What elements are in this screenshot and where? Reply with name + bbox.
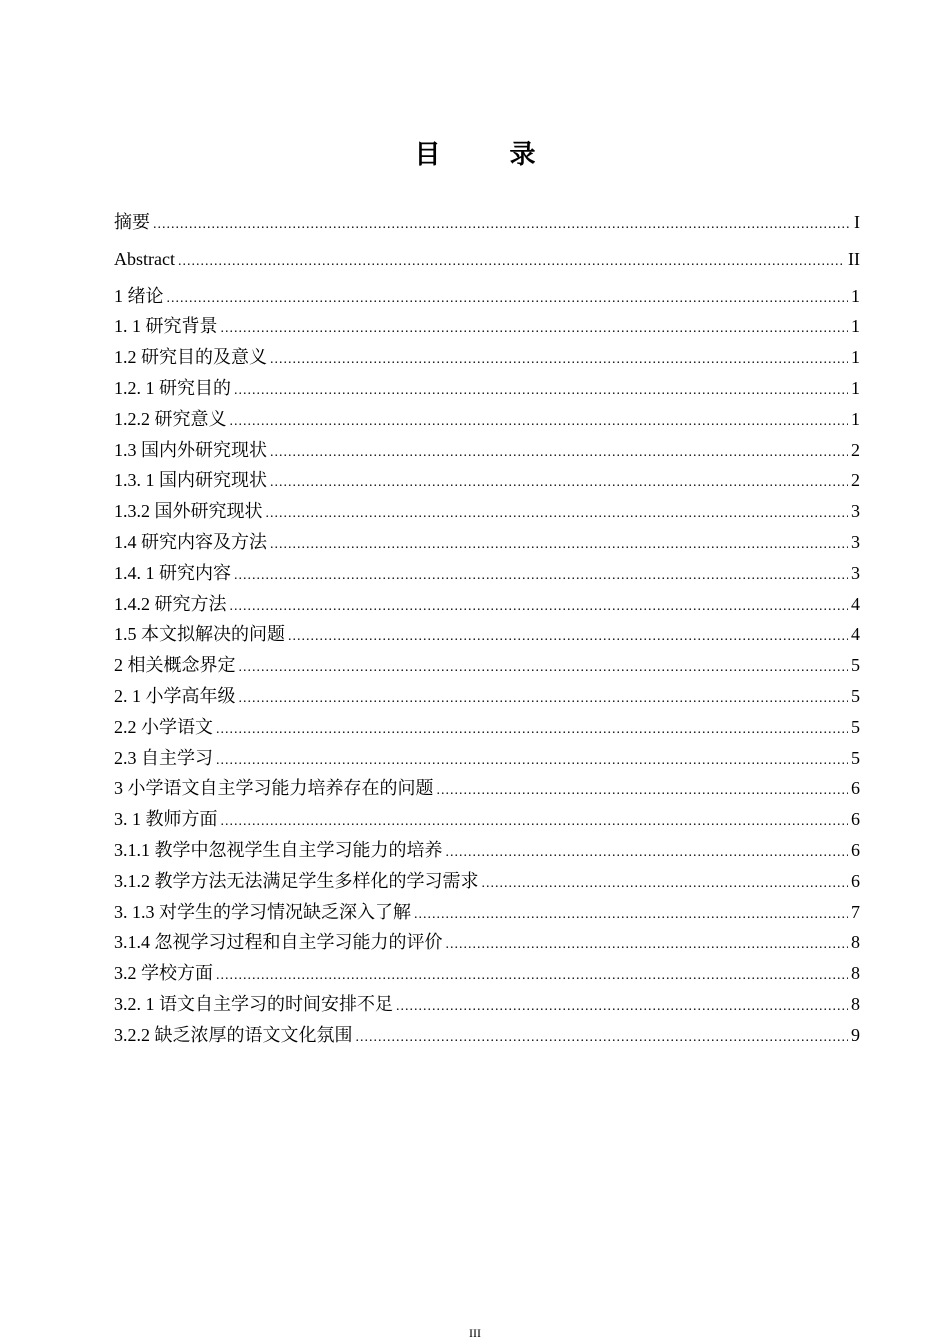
toc-entry[interactable] — [114, 619, 860, 650]
toc-dot-leader — [167, 284, 849, 315]
toc-entry-label: 1.3 国内外研究现状 — [114, 439, 267, 460]
toc-entry-label: 2.2 小学语文 — [114, 716, 213, 737]
toc-entry[interactable] — [114, 342, 860, 373]
toc-entry-page: 5 — [851, 655, 860, 676]
toc-dot-leader — [414, 900, 848, 931]
toc-dot-leader — [437, 776, 849, 807]
toc-entry-label: 3.2. 1 语文自主学习的时间安排不足 — [114, 993, 393, 1014]
toc-entry-label: 1.2.2 研究意义 — [114, 408, 227, 429]
toc-dot-leader — [234, 561, 848, 592]
toc-entry-label: 1 绪论 — [114, 285, 164, 306]
toc-entry-label: 1. 1 研究背景 — [114, 316, 218, 337]
toc-entry-page: 1 — [851, 408, 860, 429]
toc-dot-leader — [230, 592, 849, 623]
toc-dot-leader — [266, 499, 849, 530]
toc-dot-leader — [153, 210, 851, 241]
toc-entry-page: 8 — [851, 993, 860, 1014]
toc-entry[interactable] — [114, 527, 860, 558]
toc-entry-page: II — [848, 248, 860, 269]
toc-dot-leader — [234, 376, 848, 407]
toc-entry-label: Abstract — [114, 248, 175, 269]
toc-entry-label: 摘要 — [114, 212, 150, 232]
toc-entry[interactable] — [114, 835, 860, 866]
toc-dot-leader — [216, 715, 848, 746]
toc-entry-label: 3.1.2 教学方法无法满足学生多样化的学习需求 — [114, 870, 479, 891]
toc-dot-leader — [270, 345, 848, 376]
toc-entry-page: 1 — [851, 316, 860, 337]
toc-entry-page: 6 — [851, 870, 860, 891]
toc-entry-page: 3 — [851, 531, 860, 552]
toc-entry-page: 1 — [851, 377, 860, 398]
toc-entry-page: 1 — [851, 285, 860, 306]
toc-dot-leader — [482, 869, 849, 900]
toc-dot-leader — [221, 807, 849, 838]
toc-dot-leader — [239, 653, 849, 684]
toc-dot-leader — [270, 438, 848, 469]
toc-entry[interactable] — [114, 989, 860, 1020]
toc-entry[interactable] — [114, 958, 860, 989]
toc-dot-leader — [221, 314, 849, 345]
toc-entry[interactable] — [114, 773, 860, 804]
toc-entry-page: 3 — [851, 562, 860, 583]
toc-entry[interactable] — [114, 1020, 860, 1051]
toc-entry-page: 1 — [851, 347, 860, 368]
toc-entry-page: 6 — [851, 778, 860, 799]
toc-entry-label: 1.4. 1 研究内容 — [114, 562, 231, 583]
toc-entry-label: 1.4.2 研究方法 — [114, 593, 227, 614]
toc-entry-label: 3. 1.3 对学生的学习情况缺乏深入了解 — [114, 901, 411, 922]
toc-dot-leader — [239, 684, 849, 715]
toc-entry-abstract-cn[interactable] — [114, 207, 860, 238]
toc-entry[interactable] — [114, 927, 860, 958]
toc-entry[interactable] — [114, 743, 860, 774]
toc-dot-leader — [356, 1023, 849, 1054]
toc-dot-leader — [446, 838, 849, 869]
toc-entry-label: 1.4 研究内容及方法 — [114, 531, 267, 552]
table-of-contents — [114, 207, 860, 1051]
toc-entry-page: I — [854, 212, 860, 232]
toc-dot-leader — [216, 746, 848, 777]
toc-entry-page: 4 — [851, 624, 860, 645]
toc-entry[interactable] — [114, 897, 860, 928]
toc-entry-page: 6 — [851, 809, 860, 830]
toc-entry-label: 3.2 学校方面 — [114, 963, 213, 984]
toc-entry[interactable] — [114, 558, 860, 589]
toc-entry[interactable] — [114, 311, 860, 342]
toc-entry[interactable] — [114, 435, 860, 466]
toc-entry[interactable] — [114, 496, 860, 527]
toc-entry-label: 3 小学语文自主学习能力培养存在的问题 — [114, 778, 434, 799]
toc-entry[interactable] — [114, 404, 860, 435]
toc-dot-leader — [270, 468, 848, 499]
toc-entry[interactable] — [114, 465, 860, 496]
toc-entry-label: 3.1.1 教学中忽视学生自主学习能力的培养 — [114, 839, 443, 860]
toc-entry-label: 2 相关概念界定 — [114, 655, 236, 676]
toc-entry-label: 3.2.2 缺乏浓厚的语文文化氛围 — [114, 1024, 353, 1045]
toc-entry[interactable] — [114, 650, 860, 681]
toc-entry-page: 9 — [851, 1024, 860, 1045]
toc-entry-label: 1.2 研究目的及意义 — [114, 347, 267, 368]
toc-entry-label: 2.3 自主学习 — [114, 747, 213, 768]
toc-entry-label: 1.5 本文拟解决的问题 — [114, 624, 285, 645]
toc-entry-page: 5 — [851, 685, 860, 706]
toc-entry-label: 1.3. 1 国内研究现状 — [114, 470, 267, 491]
toc-entry-page: 2 — [851, 470, 860, 491]
toc-dot-leader — [216, 961, 848, 992]
toc-entry-label: 1.3.2 国外研究现状 — [114, 501, 263, 522]
toc-entry[interactable] — [114, 804, 860, 835]
toc-entry[interactable] — [114, 681, 860, 712]
toc-entry-label: 3. 1 教师方面 — [114, 809, 218, 830]
toc-entry-abstract-en[interactable] — [114, 244, 860, 275]
toc-entry-page: 6 — [851, 839, 860, 860]
toc-entry-page: 4 — [851, 593, 860, 614]
toc-entry-label: 2. 1 小学高年级 — [114, 685, 236, 706]
toc-entry-page: 3 — [851, 501, 860, 522]
toc-entry[interactable] — [114, 373, 860, 404]
toc-entry-page: 8 — [851, 963, 860, 984]
toc-dot-leader — [396, 992, 848, 1023]
toc-dot-leader — [230, 407, 849, 438]
toc-entry-label: 3.1.4 忽视学习过程和自主学习能力的评价 — [114, 932, 443, 953]
toc-dot-leader — [288, 622, 848, 653]
toc-entry[interactable] — [114, 281, 860, 312]
page-number: III — [469, 1326, 481, 1340]
toc-dot-leader — [270, 530, 848, 561]
toc-entry-page: 5 — [851, 716, 860, 737]
toc-dot-leader — [178, 247, 845, 278]
toc-entry-page: 2 — [851, 439, 860, 460]
toc-entry-page: 7 — [851, 901, 860, 922]
toc-entry[interactable] — [114, 866, 860, 897]
toc-dot-leader — [446, 930, 849, 961]
page-title: 目 录 — [414, 140, 566, 171]
toc-entry[interactable] — [114, 589, 860, 620]
toc-entry-label: 1.2. 1 研究目的 — [114, 377, 231, 398]
toc-entry-page: 5 — [851, 747, 860, 768]
toc-entry[interactable] — [114, 712, 860, 743]
toc-entry-page: 8 — [851, 932, 860, 953]
